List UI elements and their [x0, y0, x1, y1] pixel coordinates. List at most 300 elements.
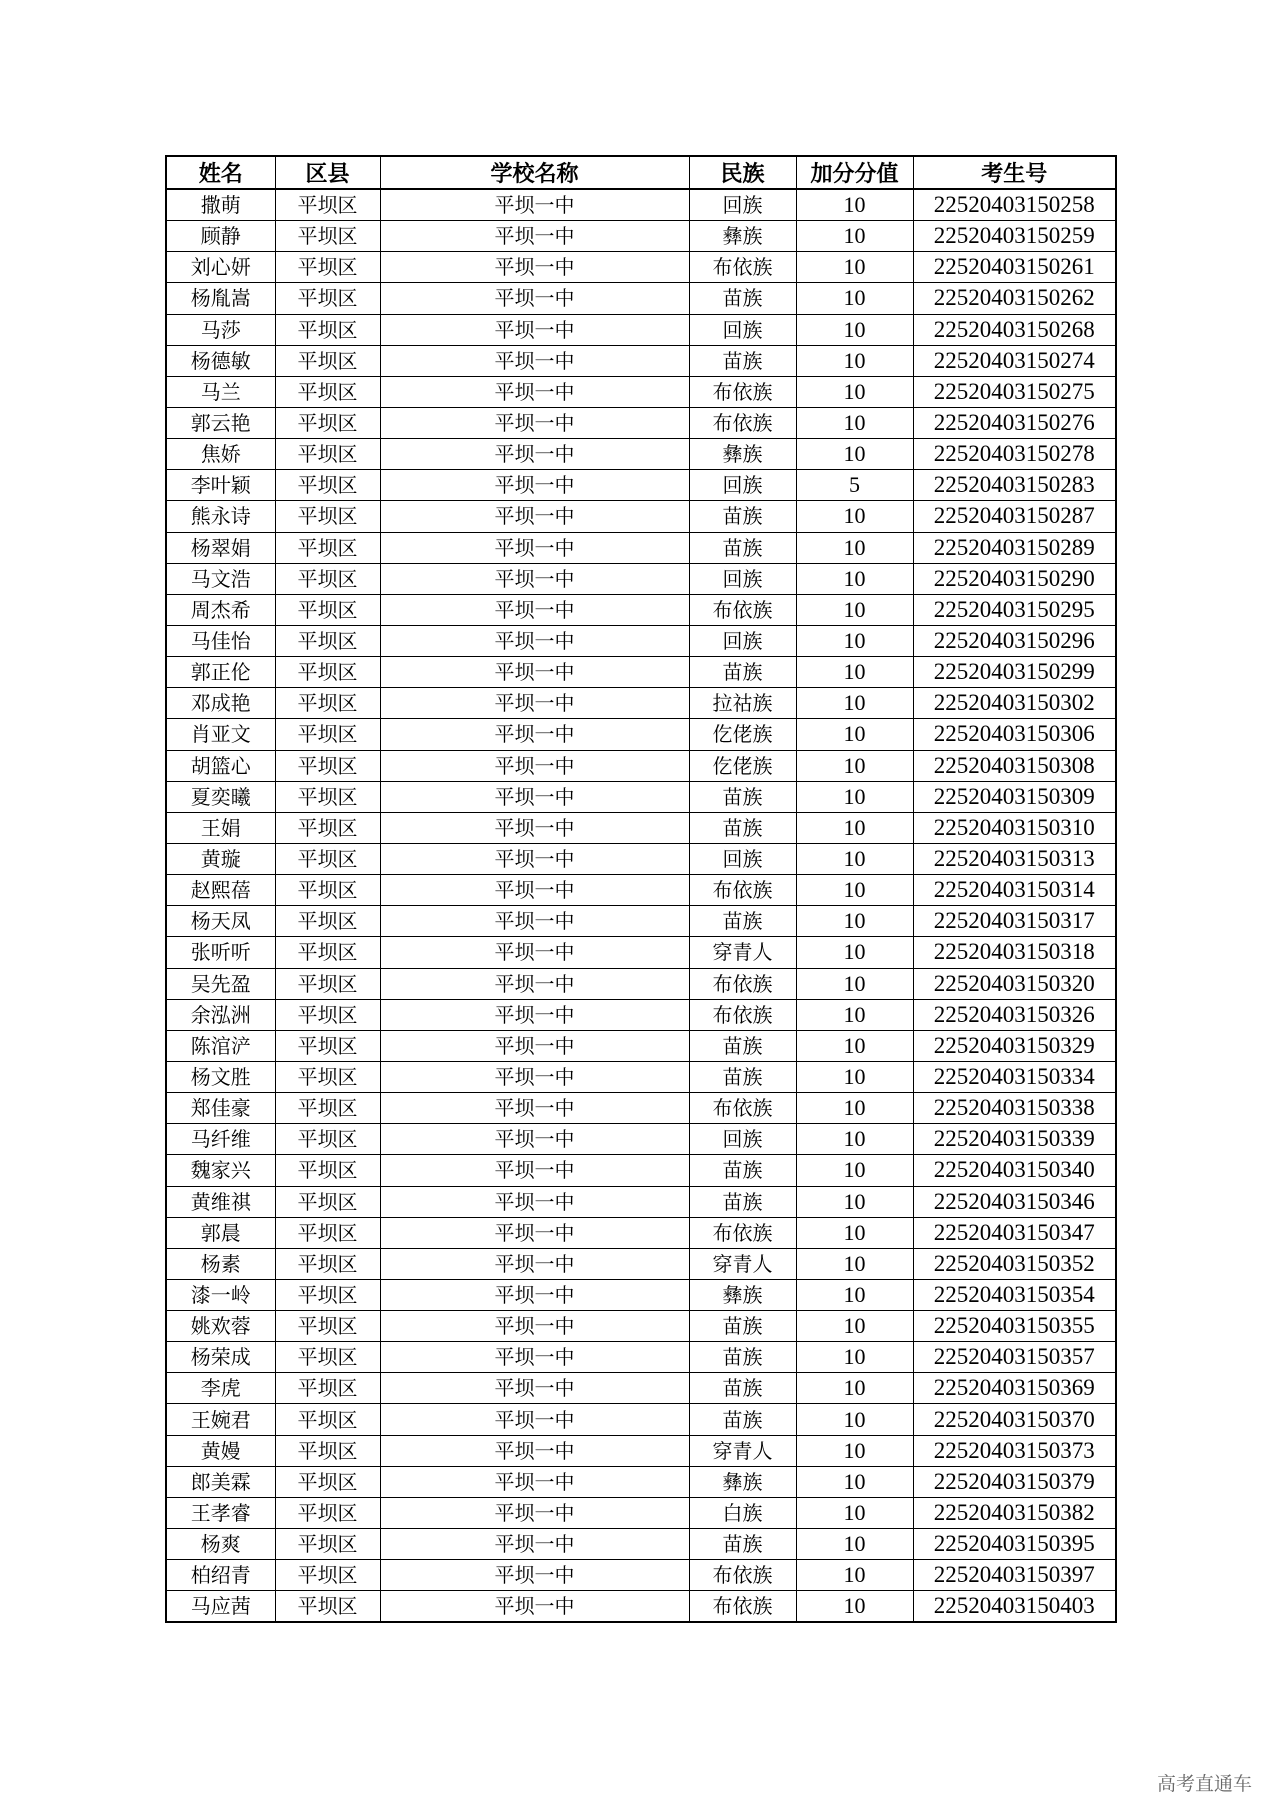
exam-number-cell: 22520403150302 [913, 688, 1116, 719]
table-row [166, 283, 1116, 314]
district-cell: 平坝区 [275, 439, 380, 470]
table-row [166, 1093, 1116, 1124]
district-cell: 平坝区 [275, 1217, 380, 1248]
district-cell: 平坝区 [275, 470, 380, 501]
exam-number-cell: 22520403150403 [913, 1591, 1116, 1623]
bonus-points-cell: 10 [796, 283, 913, 314]
ethnicity-cell: 苗族 [689, 1529, 796, 1560]
school-name-cell: 平坝一中 [380, 625, 689, 656]
student-name-cell: 郑佳豪 [166, 1093, 275, 1124]
ethnicity-cell: 仡佬族 [689, 750, 796, 781]
ethnicity-cell: 穿青人 [689, 1435, 796, 1466]
school-name-cell: 平坝一中 [380, 875, 689, 906]
school-name-cell: 平坝一中 [380, 594, 689, 625]
district-cell: 平坝区 [275, 221, 380, 252]
table-body [166, 189, 1116, 1622]
table-row [166, 968, 1116, 999]
exam-number-cell: 22520403150355 [913, 1311, 1116, 1342]
table-row [166, 625, 1116, 656]
ethnicity-cell: 布依族 [689, 1591, 796, 1623]
bonus-points-cell: 10 [796, 875, 913, 906]
ethnicity-cell: 苗族 [689, 1155, 796, 1186]
district-cell: 平坝区 [275, 1030, 380, 1061]
bonus-points-cell: 10 [796, 1279, 913, 1310]
exam-number-cell: 22520403150373 [913, 1435, 1116, 1466]
roster-table [165, 155, 1117, 1623]
bonus-points-cell: 10 [796, 937, 913, 968]
table-row [166, 843, 1116, 874]
ethnicity-cell: 回族 [689, 470, 796, 501]
school-name-cell: 平坝一中 [380, 221, 689, 252]
student-name-cell: 杨德敏 [166, 345, 275, 376]
exam-number-cell: 22520403150295 [913, 594, 1116, 625]
student-name-cell: 漆一岭 [166, 1279, 275, 1310]
bonus-points-cell: 10 [796, 1030, 913, 1061]
student-name-cell: 马应茜 [166, 1591, 275, 1623]
bonus-points-cell: 10 [796, 688, 913, 719]
student-name-cell: 李叶颖 [166, 470, 275, 501]
exam-number-cell: 22520403150382 [913, 1497, 1116, 1528]
district-cell: 平坝区 [275, 999, 380, 1030]
student-name-cell: 杨胤嵩 [166, 283, 275, 314]
bonus-points-cell: 10 [796, 812, 913, 843]
student-name-cell: 陈涫浐 [166, 1030, 275, 1061]
student-name-cell: 肖亚文 [166, 719, 275, 750]
school-name-cell: 平坝一中 [380, 470, 689, 501]
ethnicity-cell: 苗族 [689, 1061, 796, 1092]
ethnicity-cell: 苗族 [689, 1373, 796, 1404]
district-cell: 平坝区 [275, 657, 380, 688]
exam-number-cell: 22520403150287 [913, 501, 1116, 532]
student-name-cell: 焦娇 [166, 439, 275, 470]
exam-number-cell: 22520403150320 [913, 968, 1116, 999]
table-row [166, 1030, 1116, 1061]
district-cell: 平坝区 [275, 688, 380, 719]
school-name-cell: 平坝一中 [380, 1248, 689, 1279]
ethnicity-cell: 布依族 [689, 1093, 796, 1124]
bonus-points-cell: 10 [796, 999, 913, 1030]
district-cell: 平坝区 [275, 407, 380, 438]
ethnicity-cell: 苗族 [689, 1186, 796, 1217]
school-name-cell: 平坝一中 [380, 1217, 689, 1248]
exam-number-cell: 22520403150369 [913, 1373, 1116, 1404]
bonus-points-cell: 10 [796, 1217, 913, 1248]
table-row [166, 781, 1116, 812]
school-name-cell: 平坝一中 [380, 252, 689, 283]
district-cell: 平坝区 [275, 750, 380, 781]
school-name-cell: 平坝一中 [380, 563, 689, 594]
district-cell: 平坝区 [275, 1155, 380, 1186]
header-district: 区县 [275, 156, 380, 189]
ethnicity-cell: 布依族 [689, 968, 796, 999]
student-name-cell: 马文浩 [166, 563, 275, 594]
district-cell: 平坝区 [275, 1093, 380, 1124]
table-row [166, 750, 1116, 781]
school-name-cell: 平坝一中 [380, 314, 689, 345]
table-row [166, 937, 1116, 968]
exam-number-cell: 22520403150268 [913, 314, 1116, 345]
exam-number-cell: 22520403150259 [913, 221, 1116, 252]
student-name-cell: 马纤维 [166, 1124, 275, 1155]
school-name-cell: 平坝一中 [380, 189, 689, 221]
school-name-cell: 平坝一中 [380, 781, 689, 812]
district-cell: 平坝区 [275, 875, 380, 906]
school-name-cell: 平坝一中 [380, 532, 689, 563]
exam-number-cell: 22520403150262 [913, 283, 1116, 314]
exam-number-cell: 22520403150313 [913, 843, 1116, 874]
district-cell: 平坝区 [275, 532, 380, 563]
student-name-cell: 杨荣成 [166, 1342, 275, 1373]
bonus-points-cell: 10 [796, 1497, 913, 1528]
district-cell: 平坝区 [275, 1279, 380, 1310]
table-row [166, 501, 1116, 532]
ethnicity-cell: 穿青人 [689, 1248, 796, 1279]
ethnicity-cell: 回族 [689, 189, 796, 221]
bonus-points-cell: 10 [796, 1373, 913, 1404]
student-name-cell: 顾静 [166, 221, 275, 252]
table-row [166, 470, 1116, 501]
school-name-cell: 平坝一中 [380, 1404, 689, 1435]
table-row [166, 1061, 1116, 1092]
district-cell: 平坝区 [275, 1124, 380, 1155]
exam-number-cell: 22520403150346 [913, 1186, 1116, 1217]
school-name-cell: 平坝一中 [380, 376, 689, 407]
exam-number-cell: 22520403150339 [913, 1124, 1116, 1155]
exam-number-cell: 22520403150283 [913, 470, 1116, 501]
ethnicity-cell: 苗族 [689, 812, 796, 843]
student-name-cell: 黄维祺 [166, 1186, 275, 1217]
student-name-cell: 邓成艳 [166, 688, 275, 719]
table-row [166, 221, 1116, 252]
student-name-cell: 王娟 [166, 812, 275, 843]
ethnicity-cell: 回族 [689, 625, 796, 656]
school-name-cell: 平坝一中 [380, 1030, 689, 1061]
exam-number-cell: 22520403150334 [913, 1061, 1116, 1092]
student-name-cell: 张听听 [166, 937, 275, 968]
exam-number-cell: 22520403150357 [913, 1342, 1116, 1373]
student-name-cell: 吴先盈 [166, 968, 275, 999]
exam-number-cell: 22520403150354 [913, 1279, 1116, 1310]
district-cell: 平坝区 [275, 1186, 380, 1217]
bonus-points-cell: 10 [796, 1124, 913, 1155]
table-row [166, 1435, 1116, 1466]
table-row [166, 657, 1116, 688]
school-name-cell: 平坝一中 [380, 1061, 689, 1092]
exam-number-cell: 22520403150338 [913, 1093, 1116, 1124]
student-name-cell: 余泓洲 [166, 999, 275, 1030]
bonus-points-cell: 10 [796, 968, 913, 999]
student-name-cell: 赵熙蓓 [166, 875, 275, 906]
ethnicity-cell: 仡佬族 [689, 719, 796, 750]
ethnicity-cell: 苗族 [689, 1030, 796, 1061]
student-name-cell: 夏奕曦 [166, 781, 275, 812]
student-name-cell: 马佳怡 [166, 625, 275, 656]
student-name-cell: 郎美霖 [166, 1466, 275, 1497]
ethnicity-cell: 布依族 [689, 594, 796, 625]
table-row [166, 314, 1116, 345]
student-name-cell: 郭云艳 [166, 407, 275, 438]
bonus-points-cell: 10 [796, 563, 913, 594]
school-name-cell: 平坝一中 [380, 843, 689, 874]
school-name-cell: 平坝一中 [380, 501, 689, 532]
exam-number-cell: 22520403150306 [913, 719, 1116, 750]
ethnicity-cell: 彝族 [689, 221, 796, 252]
bonus-points-cell: 10 [796, 1560, 913, 1591]
district-cell: 平坝区 [275, 1311, 380, 1342]
school-name-cell: 平坝一中 [380, 1186, 689, 1217]
school-name-cell: 平坝一中 [380, 657, 689, 688]
school-name-cell: 平坝一中 [380, 1435, 689, 1466]
exam-number-cell: 22520403150317 [913, 906, 1116, 937]
ethnicity-cell: 苗族 [689, 501, 796, 532]
table-header-row [166, 156, 1116, 189]
school-name-cell: 平坝一中 [380, 283, 689, 314]
school-name-cell: 平坝一中 [380, 1124, 689, 1155]
ethnicity-cell: 苗族 [689, 532, 796, 563]
bonus-points-cell: 10 [796, 501, 913, 532]
exam-number-cell: 22520403150290 [913, 563, 1116, 594]
table-row [166, 189, 1116, 221]
district-cell: 平坝区 [275, 968, 380, 999]
table-row [166, 1529, 1116, 1560]
header-name: 姓名 [166, 156, 275, 189]
ethnicity-cell: 回族 [689, 1124, 796, 1155]
exam-number-cell: 22520403150379 [913, 1466, 1116, 1497]
ethnicity-cell: 苗族 [689, 1342, 796, 1373]
header-exam-number: 考生号 [913, 156, 1116, 189]
student-name-cell: 郭晨 [166, 1217, 275, 1248]
district-cell: 平坝区 [275, 1466, 380, 1497]
school-name-cell: 平坝一中 [380, 937, 689, 968]
district-cell: 平坝区 [275, 1248, 380, 1279]
watermark-text: 高考直通车 [1156, 1773, 1252, 1795]
student-name-cell: 黄嫚 [166, 1435, 275, 1466]
exam-number-cell: 22520403150352 [913, 1248, 1116, 1279]
district-cell: 平坝区 [275, 1591, 380, 1623]
student-name-cell: 魏家兴 [166, 1155, 275, 1186]
bonus-points-cell: 10 [796, 407, 913, 438]
exam-number-cell: 22520403150308 [913, 750, 1116, 781]
student-name-cell: 撒萌 [166, 189, 275, 221]
bonus-points-cell: 10 [796, 345, 913, 376]
student-name-cell: 王孝睿 [166, 1497, 275, 1528]
bonus-points-cell: 10 [796, 1342, 913, 1373]
table-row [166, 1248, 1116, 1279]
bonus-points-cell: 10 [796, 439, 913, 470]
bonus-points-cell: 10 [796, 657, 913, 688]
table-row [166, 1497, 1116, 1528]
student-name-cell: 周杰希 [166, 594, 275, 625]
school-name-cell: 平坝一中 [380, 750, 689, 781]
bonus-points-cell: 10 [796, 781, 913, 812]
district-cell: 平坝区 [275, 1342, 380, 1373]
exam-number-cell: 22520403150370 [913, 1404, 1116, 1435]
exam-number-cell: 22520403150289 [913, 532, 1116, 563]
table-row [166, 1124, 1116, 1155]
bonus-points-cell: 10 [796, 594, 913, 625]
bonus-points-cell: 10 [796, 1061, 913, 1092]
table-row [166, 1560, 1116, 1591]
school-name-cell: 平坝一中 [380, 688, 689, 719]
bonus-points-cell: 10 [796, 843, 913, 874]
bonus-points-cell: 10 [796, 221, 913, 252]
table-row [166, 688, 1116, 719]
school-name-cell: 平坝一中 [380, 345, 689, 376]
bonus-points-cell: 10 [796, 625, 913, 656]
school-name-cell: 平坝一中 [380, 1093, 689, 1124]
table-row [166, 719, 1116, 750]
school-name-cell: 平坝一中 [380, 407, 689, 438]
student-name-cell: 黄璇 [166, 843, 275, 874]
student-name-cell: 杨翠娟 [166, 532, 275, 563]
ethnicity-cell: 拉祜族 [689, 688, 796, 719]
school-name-cell: 平坝一中 [380, 1560, 689, 1591]
table-row [166, 1466, 1116, 1497]
table-row [166, 345, 1116, 376]
ethnicity-cell: 苗族 [689, 781, 796, 812]
table-row [166, 812, 1116, 843]
district-cell: 平坝区 [275, 1435, 380, 1466]
student-name-cell: 杨文胜 [166, 1061, 275, 1092]
bonus-points-cell: 10 [796, 1093, 913, 1124]
district-cell: 平坝区 [275, 501, 380, 532]
ethnicity-cell: 苗族 [689, 1404, 796, 1435]
school-name-cell: 平坝一中 [380, 1342, 689, 1373]
ethnicity-cell: 穿青人 [689, 937, 796, 968]
exam-number-cell: 22520403150275 [913, 376, 1116, 407]
ethnicity-cell: 布依族 [689, 1560, 796, 1591]
district-cell: 平坝区 [275, 781, 380, 812]
bonus-points-cell: 10 [796, 1155, 913, 1186]
student-name-cell: 李虎 [166, 1373, 275, 1404]
bonus-points-cell: 5 [796, 470, 913, 501]
school-name-cell: 平坝一中 [380, 1311, 689, 1342]
district-cell: 平坝区 [275, 252, 380, 283]
district-cell: 平坝区 [275, 719, 380, 750]
ethnicity-cell: 布依族 [689, 1217, 796, 1248]
district-cell: 平坝区 [275, 314, 380, 345]
ethnicity-cell: 苗族 [689, 283, 796, 314]
student-name-cell: 柏绍青 [166, 1560, 275, 1591]
ethnicity-cell: 布依族 [689, 999, 796, 1030]
district-cell: 平坝区 [275, 594, 380, 625]
table-row [166, 439, 1116, 470]
school-name-cell: 平坝一中 [380, 1497, 689, 1528]
ethnicity-cell: 苗族 [689, 657, 796, 688]
exam-number-cell: 22520403150329 [913, 1030, 1116, 1061]
table-row [166, 532, 1116, 563]
district-cell: 平坝区 [275, 1497, 380, 1528]
district-cell: 平坝区 [275, 345, 380, 376]
ethnicity-cell: 布依族 [689, 252, 796, 283]
bonus-points-cell: 10 [796, 252, 913, 283]
school-name-cell: 平坝一中 [380, 1155, 689, 1186]
exam-number-cell: 22520403150326 [913, 999, 1116, 1030]
exam-number-cell: 22520403150314 [913, 875, 1116, 906]
bonus-points-cell: 10 [796, 1311, 913, 1342]
exam-number-cell: 22520403150318 [913, 937, 1116, 968]
exam-number-cell: 22520403150347 [913, 1217, 1116, 1248]
header-school: 学校名称 [380, 156, 689, 189]
student-name-cell: 胡篮心 [166, 750, 275, 781]
school-name-cell: 平坝一中 [380, 1529, 689, 1560]
table-row [166, 1373, 1116, 1404]
student-name-cell: 郭正伦 [166, 657, 275, 688]
table-row [166, 1217, 1116, 1248]
ethnicity-cell: 回族 [689, 563, 796, 594]
table-row [166, 1279, 1116, 1310]
school-name-cell: 平坝一中 [380, 906, 689, 937]
exam-number-cell: 22520403150274 [913, 345, 1116, 376]
student-name-cell: 杨素 [166, 1248, 275, 1279]
district-cell: 平坝区 [275, 937, 380, 968]
student-name-cell: 杨天凤 [166, 906, 275, 937]
table-row [166, 1186, 1116, 1217]
district-cell: 平坝区 [275, 906, 380, 937]
bonus-points-cell: 10 [796, 314, 913, 345]
bonus-points-cell: 10 [796, 1404, 913, 1435]
header-ethnicity: 民族 [689, 156, 796, 189]
ethnicity-cell: 白族 [689, 1497, 796, 1528]
school-name-cell: 平坝一中 [380, 812, 689, 843]
exam-number-cell: 22520403150276 [913, 407, 1116, 438]
table-row [166, 594, 1116, 625]
exam-number-cell: 22520403150299 [913, 657, 1116, 688]
table-row [166, 1155, 1116, 1186]
school-name-cell: 平坝一中 [380, 1466, 689, 1497]
ethnicity-cell: 彝族 [689, 1279, 796, 1310]
school-name-cell: 平坝一中 [380, 1279, 689, 1310]
table-row [166, 376, 1116, 407]
district-cell: 平坝区 [275, 1404, 380, 1435]
school-name-cell: 平坝一中 [380, 1591, 689, 1623]
district-cell: 平坝区 [275, 1529, 380, 1560]
ethnicity-cell: 苗族 [689, 906, 796, 937]
bonus-points-cell: 10 [796, 750, 913, 781]
bonus-points-cell: 10 [796, 189, 913, 221]
school-name-cell: 平坝一中 [380, 439, 689, 470]
ethnicity-cell: 布依族 [689, 407, 796, 438]
bonus-points-cell: 10 [796, 532, 913, 563]
table-row [166, 906, 1116, 937]
school-name-cell: 平坝一中 [380, 999, 689, 1030]
exam-number-cell: 22520403150397 [913, 1560, 1116, 1591]
student-name-cell: 刘心妍 [166, 252, 275, 283]
bonus-points-cell: 10 [796, 1435, 913, 1466]
table-row [166, 1311, 1116, 1342]
ethnicity-cell: 彝族 [689, 439, 796, 470]
header-bonus-points: 加分分值 [796, 156, 913, 189]
table-row [166, 1342, 1116, 1373]
ethnicity-cell: 彝族 [689, 1466, 796, 1497]
district-cell: 平坝区 [275, 189, 380, 221]
table-row [166, 875, 1116, 906]
student-name-cell: 姚欢蓉 [166, 1311, 275, 1342]
bonus-points-cell: 10 [796, 906, 913, 937]
table-row [166, 1404, 1116, 1435]
student-name-cell: 王婉君 [166, 1404, 275, 1435]
exam-number-cell: 22520403150340 [913, 1155, 1116, 1186]
school-name-cell: 平坝一中 [380, 1373, 689, 1404]
school-name-cell: 平坝一中 [380, 719, 689, 750]
school-name-cell: 平坝一中 [380, 968, 689, 999]
ethnicity-cell: 布依族 [689, 875, 796, 906]
ethnicity-cell: 苗族 [689, 1311, 796, 1342]
district-cell: 平坝区 [275, 625, 380, 656]
bonus-points-cell: 10 [796, 1529, 913, 1560]
bonus-points-cell: 10 [796, 1186, 913, 1217]
district-cell: 平坝区 [275, 1061, 380, 1092]
